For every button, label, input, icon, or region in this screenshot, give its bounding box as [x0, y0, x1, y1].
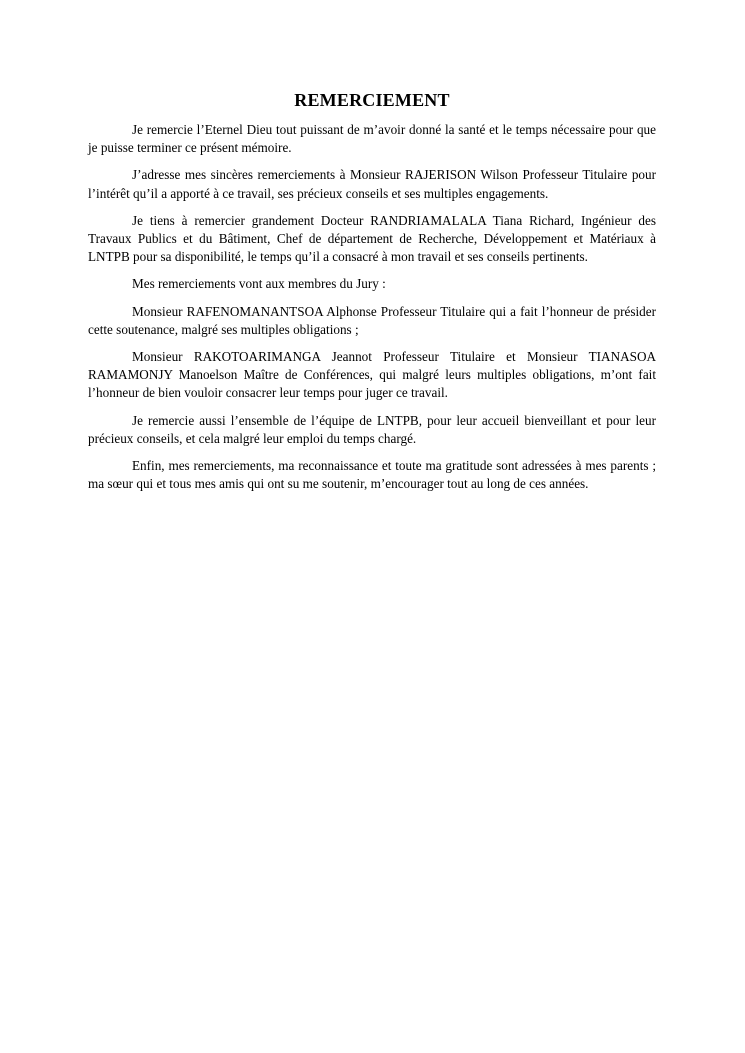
paragraph-thanks-doctor: Je tiens à remercier grandement Docteur RANDRIAMALALA Tiana Richard, Ingénieur des Travaux Publics et du Bâtiment, Chef de département de Recherche, Développement et Matériaux à LNTPB pour sa disponibilité, le temps qu’il a consacré à mon travail et ses conseils pertinents.	[88, 212, 656, 265]
paragraph-thanks-family: Enfin, mes remerciements, ma reconnaissance et toute ma gratitude sont adressées à mes parents ; ma sœur qui et tous mes amis qui ont su me soutenir, m’encourager tout au long de ces années.	[88, 458, 656, 492]
paragraph-thanks-team: Je remercie aussi l’ensemble de l’équipe de LNTPB, pour leur accueil bienveillant et pour leur précieux conseils, et cela malgré leur emploi du temps chargé.	[88, 412, 656, 446]
paragraph-jury-intro: Mes remerciements vont aux membres du Jury :	[132, 276, 386, 292]
document-body	[88, 88, 656, 502]
paragraph-thanks-supervisor: J’adresse mes sincères remerciements à Monsieur RAJERISON Wilson Professeur Titulaire pour l’intérêt qu’il a apporté à ce travail, ses précieux conseils et ses multiples engagements.	[88, 167, 656, 201]
paragraph-thanks-god: Je remercie l’Eternel Dieu tout puissant de m’avoir donné la santé et le temps nécessaire pour que je puisse terminer ce présent mémoire.	[88, 122, 656, 156]
paragraph-jury-president: Monsieur RAFENOMANANTSOA Alphonse Professeur Titulaire qui a fait l’honneur de présider cette soutenance, malgré ses multiples obligations ;	[88, 303, 656, 337]
paragraph-jury-members: Monsieur RAKOTOARIMANGA Jeannot Professeur Titulaire et Monsieur TIANASOA RAMAMONJY Manoelson Maître de Conférences, qui malgré leurs multiples obligations, m’ont fait l’honneur de bien vouloir consacrer leur temps pour juger ce travail.	[88, 349, 656, 401]
page-title: REMERCIEMENT	[294, 90, 450, 110]
